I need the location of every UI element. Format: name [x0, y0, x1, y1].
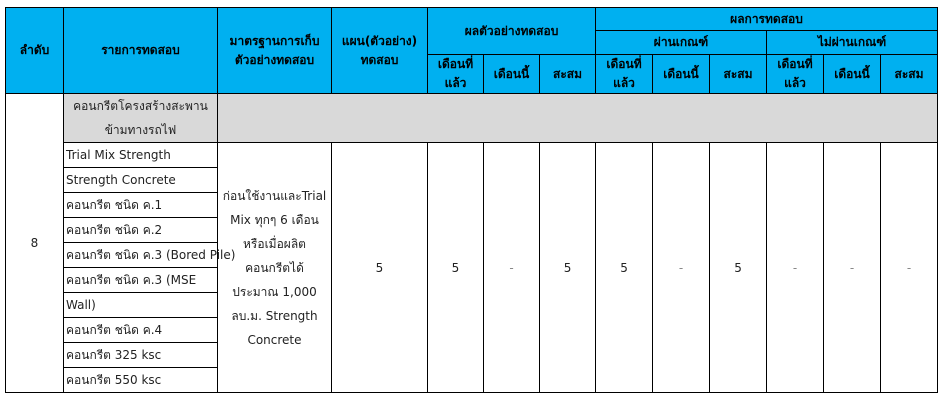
- test-item: คอนกรีต 550 ksc: [64, 368, 218, 393]
- header-standard: มาตรฐานการเก็บตัวอย่างทดสอบ: [218, 8, 332, 94]
- header-fail-cumulative: สะสม: [881, 55, 938, 94]
- header-samples: ผลตัวอย่างทดสอบ: [428, 8, 596, 55]
- test-item: Wall): [64, 293, 218, 318]
- pass-last-month: 5: [596, 143, 653, 393]
- header-fail-this-month: เดือนนี้: [824, 55, 881, 94]
- test-item: คอนกรีต ชนิด ค.2: [64, 218, 218, 243]
- header-samples-cumulative: สะสม: [540, 55, 596, 94]
- fail-this-month: -: [824, 143, 881, 393]
- samples-last-month: 5: [428, 143, 484, 393]
- row-seq: 8: [6, 94, 64, 393]
- fail-cumulative: -: [881, 143, 938, 393]
- header-samples-this-month: เดือนนี้: [484, 55, 540, 94]
- header-pass: ผ่านเกณฑ์: [596, 31, 767, 55]
- samples-this-month: -: [484, 143, 540, 393]
- header-samples-last-month: เดือนที่แล้ว: [428, 55, 484, 94]
- test-results-table: [5, 7, 938, 393]
- pass-this-month: -: [653, 143, 710, 393]
- samples-cumulative: 5: [540, 143, 596, 393]
- header-seq: ลำดับ: [6, 8, 64, 94]
- test-item: คอนกรีต 325 ksc: [64, 343, 218, 368]
- test-item: คอนกรีต ชนิด ค.4: [64, 318, 218, 343]
- test-item: Strength Concrete: [64, 168, 218, 193]
- header-pass-this-month: เดือนนี้: [653, 55, 710, 94]
- test-item: คอนกรีต ชนิด ค.1: [64, 193, 218, 218]
- test-item: คอนกรีต ชนิด ค.3 (Bored Pile): [64, 243, 218, 268]
- sampling-standard: ก่อนใช้งานและTrial Mix ทุกๆ 6 เดือน หรือเมื่อผลิตคอนกรีตได้ประมาณ 1,000 ลบ.ม. Strength Concrete: [218, 143, 332, 393]
- test-item: คอนกรีต ชนิด ค.3 (MSE: [64, 268, 218, 293]
- test-item: Trial Mix Strength: [64, 143, 218, 168]
- header-fail: ไม่ผ่านเกณฑ์: [767, 31, 938, 55]
- section-band: [218, 94, 938, 143]
- section-title: คอนกรีตโครงสร้างสะพานข้ามทางรถไฟ: [64, 94, 218, 143]
- header-item: รายการทดสอบ: [64, 8, 218, 94]
- header-results: ผลการทดสอบ: [596, 8, 938, 31]
- header-pass-last-month: เดือนที่แล้ว: [596, 55, 653, 94]
- plan-count: 5: [332, 143, 428, 393]
- header-fail-last-month: เดือนที่แล้ว: [767, 55, 824, 94]
- header-plan: แผน(ตัวอย่าง) ทดสอบ: [332, 8, 428, 94]
- header-pass-cumulative: สะสม: [710, 55, 767, 94]
- fail-last-month: -: [767, 143, 824, 393]
- pass-cumulative: 5: [710, 143, 767, 393]
